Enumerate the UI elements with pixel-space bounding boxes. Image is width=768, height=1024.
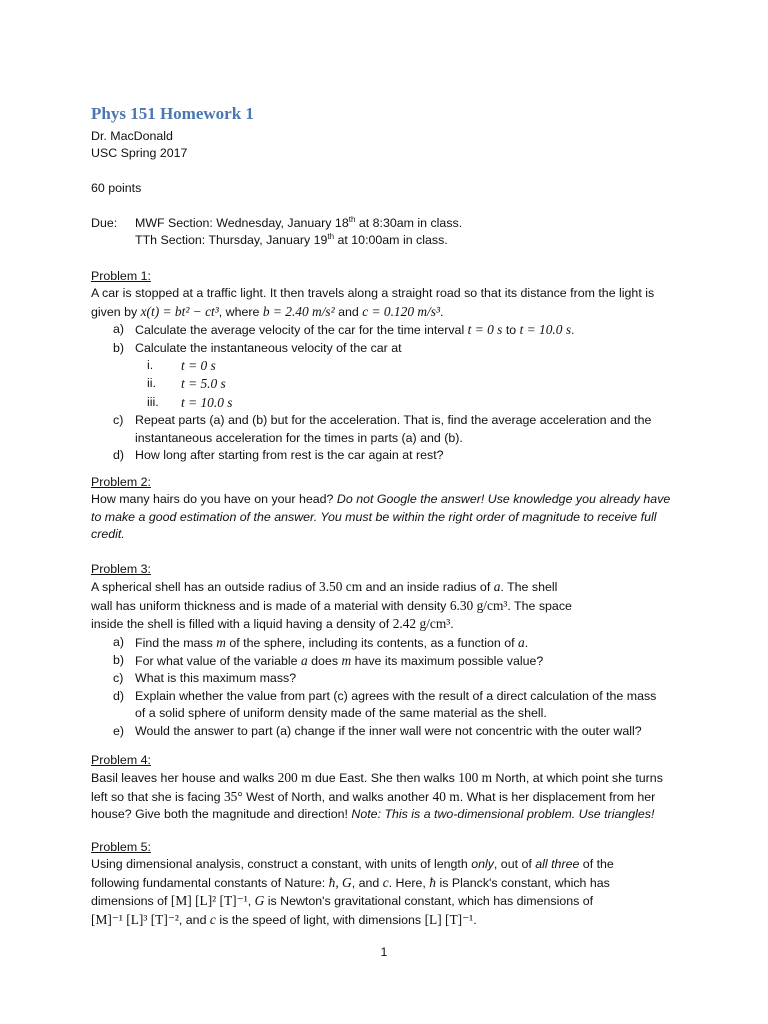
- problem-4-line-2: [91, 788, 691, 806]
- problem-1-intro-2: [91, 303, 691, 321]
- problem-1-part-a: [91, 321, 691, 339]
- problem-1-sub-i: [91, 357, 691, 375]
- problem-2-line-1: [91, 491, 691, 508]
- text: .: [450, 617, 454, 632]
- equation: 6.30 g/cm³: [449, 597, 508, 613]
- problem-5-heading: Problem 5:: [91, 840, 151, 854]
- equation: ħ: [429, 874, 436, 890]
- equation-position: x(t) = bt² − ct³: [140, 303, 219, 319]
- text: and an inside radius of: [362, 580, 494, 595]
- text: is the speed of light, with dimensions: [215, 912, 425, 927]
- text: Calculate the instantaneous velocity of the car at: [135, 340, 402, 355]
- text: is Planck's constant, which has: [436, 875, 610, 890]
- text: For what value of the variable: [135, 654, 301, 669]
- text: A spherical shell has an outside radius of: [91, 580, 319, 595]
- due-mwf: [91, 215, 691, 232]
- due-label: Due:: [91, 216, 118, 230]
- due-mwf-text: MWF Section: Wednesday, January 18: [135, 216, 349, 230]
- equation: m: [216, 634, 226, 650]
- problem-5-line-4: [91, 911, 691, 929]
- text: , where: [218, 304, 263, 319]
- text: .: [473, 912, 477, 927]
- text: inside the shell is filled with a liquid having a density of: [91, 617, 393, 632]
- equation-b: b = 2.40 m/s²: [262, 303, 335, 319]
- italic-text: Do not Google the answer! Use knowledge you already have: [336, 492, 671, 507]
- due-block: [91, 215, 691, 250]
- text: of the sphere, including its contents, as a function of: [225, 635, 518, 650]
- due-tth-sup: th: [327, 232, 335, 242]
- text: Find the mass: [135, 635, 217, 650]
- instructor: Dr. MacDonald: [91, 129, 173, 143]
- text: What is this maximum mass?: [135, 671, 297, 686]
- points: [91, 180, 691, 197]
- problem-3-part-d-cont: [91, 705, 691, 722]
- problem-1-part-c-cont: [91, 430, 691, 447]
- part-label: d): [113, 688, 125, 703]
- equation: t = 5.0 s: [181, 376, 226, 392]
- header-block: [91, 128, 691, 163]
- text: wall has uniform thickness and is made of a material with density: [91, 598, 450, 613]
- due-tth-text: TTh Section: Thursday, January 19: [135, 233, 328, 248]
- text: North, at which point she turns: [492, 771, 663, 786]
- equation: t = 0 s: [467, 322, 503, 338]
- text: , and: [178, 912, 210, 927]
- equation: 35°: [223, 788, 243, 804]
- italic-text: all three: [535, 857, 580, 872]
- equation: t = 0 s: [181, 358, 216, 374]
- problem-3-heading: Problem 3:: [91, 562, 151, 576]
- problem-5-line-1: [91, 856, 691, 873]
- term: USC Spring 2017: [91, 146, 188, 161]
- problem-1-intro-1: A car is stopped at a traffic light. It then travels along a straight road so that its distance from the light is: [91, 286, 655, 301]
- text: West of North, and walks another: [242, 789, 433, 804]
- problem-1-part-b: [91, 340, 691, 357]
- equation: [L] [T]⁻¹: [424, 911, 474, 927]
- equation: 3.50 cm: [319, 579, 363, 595]
- equation: 200 m: [277, 770, 312, 786]
- text: house? Give both the magnitude and direction!: [91, 807, 352, 822]
- text: Calculate the average velocity of the car for the time interval: [135, 323, 468, 338]
- text: of a solid sphere of uniform density made of the same material as the shell.: [135, 706, 547, 721]
- equation: 40 m: [432, 788, 460, 804]
- problem-5-line-2: [91, 874, 691, 892]
- text: Repeat parts (a) and (b) but for the acceleration. That is, find the average acceleration and the: [135, 413, 652, 428]
- text: , and: [351, 875, 383, 890]
- problem-2-heading: Problem 2:: [91, 475, 151, 489]
- equation: c: [382, 874, 389, 890]
- due-mwf-post: at 8:30am in class.: [355, 216, 463, 230]
- text: to: [502, 323, 520, 338]
- problem-3-line-1: [91, 578, 691, 596]
- equation: t = 10.0 s: [181, 394, 233, 410]
- problem-3-line-3: [91, 615, 691, 633]
- problem-3-part-b: [91, 652, 691, 670]
- part-label: b): [113, 340, 125, 355]
- equation: c: [209, 911, 216, 927]
- text: Basil leaves her house and walks: [91, 771, 278, 786]
- sub-label: i.: [147, 358, 154, 373]
- text: does: [307, 654, 342, 669]
- italic-text: only: [471, 857, 494, 872]
- due-mwf-sup: th: [348, 215, 356, 224]
- equation: G: [254, 893, 265, 909]
- problem-4-heading: Problem 4:: [91, 753, 151, 767]
- text: . The space: [507, 598, 572, 613]
- text: Explain whether the value from part (c) agrees with the result of a direct calculation of the mass: [135, 688, 657, 703]
- text: instantaneous acceleration for the times in parts (a) and (b).: [135, 430, 463, 445]
- text: dimensions of: [91, 894, 171, 909]
- text: left so that she is facing: [91, 789, 224, 804]
- text: and: [334, 304, 363, 319]
- problem-1-part-c: [91, 412, 691, 429]
- text: Would the answer to part (a) change if the inner wall were not concentric with the outer wall?: [135, 723, 642, 738]
- equation: [M] [L]² [T]⁻¹: [170, 893, 248, 909]
- part-label: b): [113, 653, 125, 668]
- problem-2-line-3: credit.: [91, 527, 125, 542]
- text: . The shell: [500, 580, 558, 595]
- equation: a: [301, 653, 308, 669]
- part-label: d): [113, 448, 125, 463]
- problem-2: [91, 474, 691, 544]
- text: .: [571, 323, 575, 338]
- text: of the: [579, 857, 614, 872]
- sub-label: iii.: [147, 394, 159, 409]
- text: How long after starting from rest is the car again at rest?: [135, 448, 444, 463]
- part-label: c): [113, 671, 124, 686]
- text: . What is her displacement from her: [459, 789, 656, 804]
- problem-2-line-2: to make a good estimation of the answer. You must be within the right order of magnitude to receive full: [91, 509, 657, 524]
- text: have its maximum possible value?: [351, 654, 544, 669]
- text: .: [524, 635, 529, 650]
- part-label: a): [113, 634, 125, 649]
- text: given by: [91, 304, 141, 319]
- text: How many hairs do you have on your head?: [91, 492, 337, 507]
- problem-1-sub-iii: [91, 394, 691, 412]
- problem-5: [91, 839, 691, 929]
- equation-c: c = 0.120 m/s³: [362, 303, 440, 319]
- equation: m: [341, 653, 352, 669]
- equation: 100 m: [458, 770, 493, 786]
- part-label: a): [113, 322, 125, 337]
- equation: [M]⁻¹ [L]³ [T]⁻²: [91, 911, 179, 927]
- text: ,: [247, 894, 255, 909]
- text: is Newton's gravitational constant, which has dimensions of: [264, 894, 594, 909]
- problem-4-line-1: [91, 769, 691, 787]
- problem-1-sub-ii: [91, 375, 691, 393]
- problem-3-line-2: [91, 597, 691, 615]
- page-number: 1: [380, 945, 388, 959]
- sub-label: ii.: [147, 376, 156, 391]
- problem-3-part-c: [91, 670, 691, 687]
- problem-3-part-e: [91, 723, 691, 740]
- problem-3-part-a: [91, 634, 691, 652]
- part-label: e): [113, 723, 125, 738]
- text: due East. She then walks: [311, 771, 459, 786]
- problem-1: [91, 268, 691, 464]
- equation: t = 10.0 s: [519, 322, 572, 338]
- problem-3: [91, 561, 691, 740]
- problem-4-line-3: [91, 806, 691, 823]
- equation: a: [517, 634, 525, 650]
- text: .: [440, 304, 444, 319]
- due-tth-post: at 10:00am in class.: [334, 233, 448, 248]
- equation: a: [493, 579, 501, 595]
- document-title: Phys 151 Homework 1: [91, 104, 254, 123]
- italic-text: Note: This is a two-dimensional problem. Use triangles!: [351, 807, 655, 822]
- text: following fundamental constants of Nature:: [91, 875, 329, 890]
- points-text: 60 points: [91, 181, 142, 195]
- equation: 2.42 g/cm³: [392, 616, 451, 632]
- problem-4: [91, 752, 691, 824]
- part-label: c): [113, 413, 124, 428]
- due-tth: [91, 232, 691, 249]
- text: Using dimensional analysis, construct a constant, with units of length: [91, 857, 472, 872]
- equation: ħ, G: [328, 874, 352, 890]
- text: , out of: [493, 857, 536, 872]
- problem-5-line-3: [91, 892, 691, 910]
- problem-1-heading: Problem 1:: [91, 269, 151, 283]
- problem-3-part-d: [91, 688, 691, 705]
- text: . Here,: [388, 875, 430, 890]
- problem-1-part-d: [91, 447, 691, 464]
